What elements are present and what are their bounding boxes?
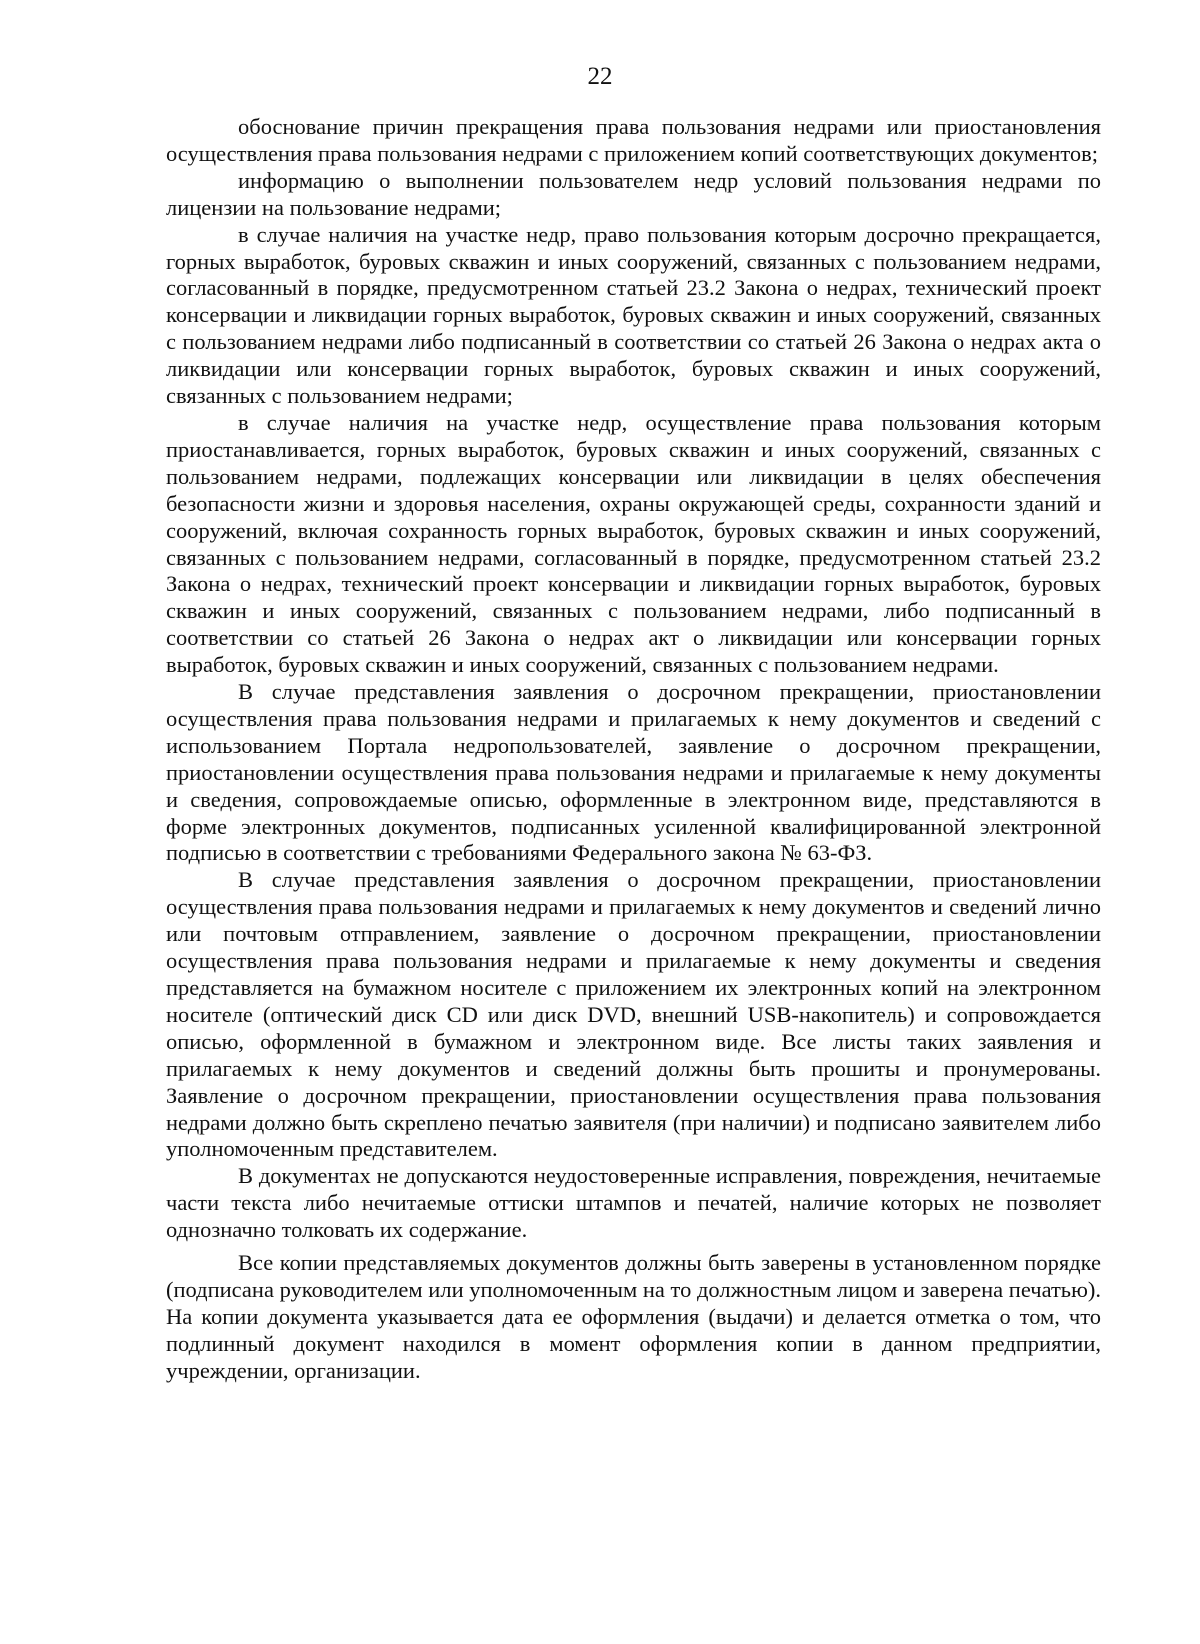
page-number: 22: [587, 63, 613, 90]
paragraph-justification-of-reasons: обоснование причин прекращения права пользования недрами или приостановления осуществления права пользования недрами с приложением копий соответствующих документов;: [166, 114, 1101, 166]
paragraph-license-compliance-info: информацию о выполнении пользователем недр условий пользования недрами по лицензии на пользование недрами;: [166, 167, 1101, 220]
paragraph-early-termination-workings: в случае наличия на участке недр, право пользования которым досрочно прекращается, горных выработок, буровых скважин и иных сооружений, связанных с пользованием недрами, согласованный в порядке, предусмотренном статьей 23.2 Закона о недрах, технический проект консервации и ликвидации горных выработок, буровых скважин и иных сооружений, связанных с пользованием недрами либо подписанный в соответствии со статьей 26 Закона о недрах акта о ликвидации или консервации горных выработок, буровых скважин и иных сооружений, связанных с пользованием недрами;: [166, 221, 1101, 409]
paragraph-document-defects: В документах не допускаются неудостоверенные исправления, повреждения, нечитаемые части текста либо нечитаемые оттиски штампов и печатей, наличие которых не позволяет однозначно толковать их содержание.: [166, 1163, 1101, 1243]
paragraph-paper-submission: В случае представления заявления о досрочном прекращении, приостановлении осуществления права пользования недрами и прилагаемых к нему документов и сведений лично или почтовым отправлением, заявление о досрочном прекращении, приостановлении осуществления права пользования недрами и прилагаемые к нему документы и сведения представляется на бумажном носителе с приложением их электронных копий на электронном носителе (оптический диск CD или диск DVD, внешний USB-накопитель) и сопровождается описью, оформленной в бумажном и электронном виде. Все листы таких заявления и прилагаемых к нему документов и сведений должны быть прошиты и пронумерованы. Заявление о досрочном прекращении, приостановлении осуществления права пользования недрами должно быть скреплено печатью заявителя (при наличии) и подписано заявителем либо уполномоченным представителем.: [166, 867, 1101, 1162]
paragraph-suspension-workings: в случае наличия на участке недр, осуществление права пользования которым приостанавливается, горных выработок, буровых скважин и иных сооружений, связанных с пользованием недрами, подлежащих консервации или ликвидации в целях обеспечения безопасности жизни и здоровья населения, охраны окружающей среды, сохранности зданий и сооружений, включая сохранность горных выработок, буровых скважин и иных сооружений, связанных с пользованием недрами, согласованный в порядке, предусмотренном статьей 23.2 Закона о недрах, технический проект консервации и ликвидации горных выработок, буровых скважин и иных сооружений, связанных с пользованием недрами, либо подписанный в соответствии со статьей 26 Закона о недрах акт о ликвидации или консервации горных выработок, буровых скважин и иных сооружений, связанных с пользованием недрами.: [166, 409, 1101, 678]
paragraph-certified-copies: Все копии представляемых документов должны быть заверены в установленном порядке (подписана руководителем или уполномоченным на то должностным лицом и заверена печатью). На копии документа указывается дата ее оформления (выдачи) и делается отметка о том, что подлинный документ находился в момент оформления копии в данном предприятии, учреждении, организации.: [166, 1250, 1101, 1383]
document-body: [166, 114, 1101, 1385]
paragraph-electronic-submission: В случае представления заявления о досрочном прекращении, приостановлении осуществления права пользования недрами и прилагаемых к нему документов и сведений с использованием Портала недропользователей, заявление о досрочном прекращении, приостановлении осуществления права пользования недрами и прилагаемые к нему документы и сведения, сопровождаемые описью, оформленные в электронном виде, представляются в форме электронных документов, подписанных усиленной квалифицированной электронной подписью в соответствии с требованиями Федерального закона № 63-ФЗ.: [166, 679, 1101, 866]
